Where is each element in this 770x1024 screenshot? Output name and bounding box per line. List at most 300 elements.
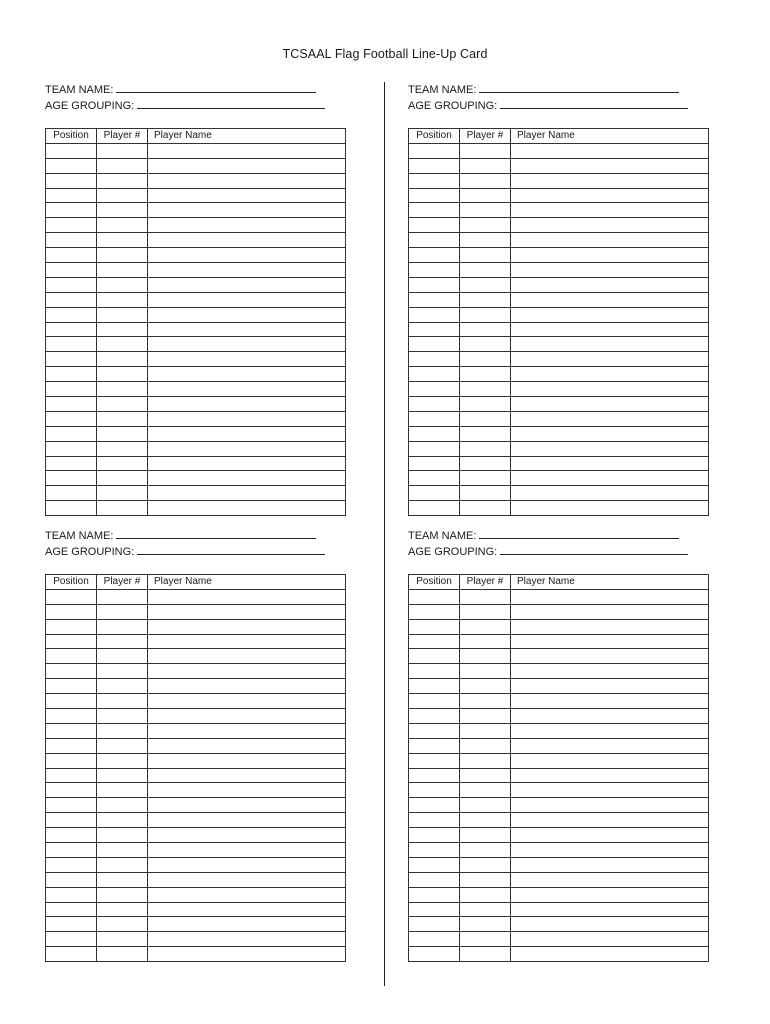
player-name-cell[interactable] [511, 382, 709, 397]
position-cell[interactable] [409, 828, 460, 843]
position-cell[interactable] [409, 158, 460, 173]
team-name-field[interactable] [479, 82, 679, 93]
player-name-cell[interactable] [511, 902, 709, 917]
player-number-cell[interactable] [97, 709, 148, 724]
player-number-cell[interactable] [460, 604, 511, 619]
position-cell[interactable] [409, 902, 460, 917]
player-number-cell[interactable] [460, 263, 511, 278]
player-number-cell[interactable] [460, 188, 511, 203]
player-number-cell[interactable] [97, 382, 148, 397]
position-cell[interactable] [409, 382, 460, 397]
position-cell[interactable] [46, 723, 97, 738]
player-number-cell[interactable] [97, 947, 148, 962]
position-cell[interactable] [46, 501, 97, 516]
player-name-cell[interactable] [148, 426, 346, 441]
player-number-cell[interactable] [460, 307, 511, 322]
position-cell[interactable] [46, 872, 97, 887]
player-name-cell[interactable] [148, 203, 346, 218]
player-number-cell[interactable] [460, 248, 511, 263]
position-cell[interactable] [46, 411, 97, 426]
player-number-cell[interactable] [460, 813, 511, 828]
player-number-cell[interactable] [460, 723, 511, 738]
position-cell[interactable] [46, 322, 97, 337]
position-cell[interactable] [46, 828, 97, 843]
player-number-cell[interactable] [460, 664, 511, 679]
age-grouping-field[interactable] [137, 544, 325, 555]
position-cell[interactable] [46, 679, 97, 694]
player-name-cell[interactable] [148, 798, 346, 813]
player-name-cell[interactable] [148, 664, 346, 679]
player-number-cell[interactable] [460, 828, 511, 843]
player-name-cell[interactable] [511, 456, 709, 471]
player-number-cell[interactable] [460, 694, 511, 709]
player-number-cell[interactable] [97, 753, 148, 768]
player-number-cell[interactable] [97, 768, 148, 783]
position-cell[interactable] [409, 619, 460, 634]
player-name-cell[interactable] [148, 411, 346, 426]
position-cell[interactable] [46, 203, 97, 218]
player-name-cell[interactable] [148, 292, 346, 307]
player-number-cell[interactable] [460, 753, 511, 768]
position-cell[interactable] [46, 649, 97, 664]
player-number-cell[interactable] [97, 664, 148, 679]
position-cell[interactable] [409, 932, 460, 947]
position-cell[interactable] [46, 709, 97, 724]
position-cell[interactable] [46, 173, 97, 188]
player-name-cell[interactable] [511, 292, 709, 307]
player-name-cell[interactable] [511, 768, 709, 783]
player-name-cell[interactable] [148, 753, 346, 768]
player-name-cell[interactable] [148, 501, 346, 516]
position-cell[interactable] [46, 694, 97, 709]
player-number-cell[interactable] [460, 902, 511, 917]
player-number-cell[interactable] [460, 649, 511, 664]
player-name-cell[interactable] [511, 307, 709, 322]
player-name-cell[interactable] [148, 843, 346, 858]
player-name-cell[interactable] [511, 248, 709, 263]
position-cell[interactable] [409, 337, 460, 352]
player-number-cell[interactable] [97, 456, 148, 471]
player-name-cell[interactable] [148, 902, 346, 917]
player-number-cell[interactable] [97, 277, 148, 292]
position-cell[interactable] [409, 798, 460, 813]
player-number-cell[interactable] [97, 188, 148, 203]
player-number-cell[interactable] [460, 679, 511, 694]
position-cell[interactable] [46, 902, 97, 917]
player-name-cell[interactable] [148, 486, 346, 501]
position-cell[interactable] [409, 352, 460, 367]
player-number-cell[interactable] [460, 277, 511, 292]
player-number-cell[interactable] [97, 263, 148, 278]
position-cell[interactable] [409, 664, 460, 679]
player-number-cell[interactable] [460, 501, 511, 516]
player-name-cell[interactable] [511, 173, 709, 188]
position-cell[interactable] [46, 188, 97, 203]
player-name-cell[interactable] [511, 501, 709, 516]
player-name-cell[interactable] [511, 634, 709, 649]
player-name-cell[interactable] [148, 738, 346, 753]
player-number-cell[interactable] [97, 679, 148, 694]
position-cell[interactable] [46, 932, 97, 947]
player-name-cell[interactable] [511, 619, 709, 634]
player-name-cell[interactable] [148, 947, 346, 962]
position-cell[interactable] [409, 277, 460, 292]
player-number-cell[interactable] [97, 872, 148, 887]
player-name-cell[interactable] [511, 947, 709, 962]
position-cell[interactable] [409, 501, 460, 516]
player-name-cell[interactable] [148, 679, 346, 694]
position-cell[interactable] [46, 947, 97, 962]
player-number-cell[interactable] [97, 218, 148, 233]
player-number-cell[interactable] [460, 337, 511, 352]
player-number-cell[interactable] [460, 932, 511, 947]
player-name-cell[interactable] [511, 218, 709, 233]
player-number-cell[interactable] [97, 589, 148, 604]
position-cell[interactable] [409, 768, 460, 783]
position-cell[interactable] [46, 277, 97, 292]
player-number-cell[interactable] [460, 233, 511, 248]
position-cell[interactable] [46, 426, 97, 441]
position-cell[interactable] [46, 233, 97, 248]
position-cell[interactable] [409, 248, 460, 263]
position-cell[interactable] [46, 218, 97, 233]
player-name-cell[interactable] [511, 589, 709, 604]
position-cell[interactable] [46, 664, 97, 679]
player-number-cell[interactable] [460, 322, 511, 337]
player-number-cell[interactable] [97, 426, 148, 441]
player-number-cell[interactable] [97, 411, 148, 426]
player-number-cell[interactable] [460, 218, 511, 233]
player-number-cell[interactable] [97, 173, 148, 188]
position-cell[interactable] [46, 456, 97, 471]
player-name-cell[interactable] [148, 382, 346, 397]
position-cell[interactable] [409, 813, 460, 828]
position-cell[interactable] [409, 411, 460, 426]
player-number-cell[interactable] [97, 143, 148, 158]
player-name-cell[interactable] [511, 441, 709, 456]
player-name-cell[interactable] [511, 263, 709, 278]
position-cell[interactable] [409, 872, 460, 887]
player-name-cell[interactable] [148, 649, 346, 664]
position-cell[interactable] [46, 813, 97, 828]
player-number-cell[interactable] [97, 233, 148, 248]
position-cell[interactable] [46, 292, 97, 307]
player-number-cell[interactable] [97, 887, 148, 902]
player-number-cell[interactable] [97, 441, 148, 456]
player-number-cell[interactable] [460, 411, 511, 426]
player-name-cell[interactable] [148, 322, 346, 337]
player-name-cell[interactable] [148, 143, 346, 158]
position-cell[interactable] [409, 292, 460, 307]
player-number-cell[interactable] [460, 783, 511, 798]
player-name-cell[interactable] [511, 649, 709, 664]
player-number-cell[interactable] [97, 203, 148, 218]
player-name-cell[interactable] [148, 158, 346, 173]
player-name-cell[interactable] [511, 738, 709, 753]
player-name-cell[interactable] [148, 367, 346, 382]
player-number-cell[interactable] [460, 158, 511, 173]
player-number-cell[interactable] [97, 619, 148, 634]
player-name-cell[interactable] [511, 917, 709, 932]
position-cell[interactable] [409, 307, 460, 322]
position-cell[interactable] [46, 367, 97, 382]
position-cell[interactable] [46, 441, 97, 456]
player-number-cell[interactable] [460, 843, 511, 858]
position-cell[interactable] [409, 486, 460, 501]
position-cell[interactable] [409, 589, 460, 604]
player-name-cell[interactable] [148, 768, 346, 783]
player-number-cell[interactable] [460, 382, 511, 397]
player-name-cell[interactable] [511, 277, 709, 292]
player-name-cell[interactable] [148, 397, 346, 412]
player-number-cell[interactable] [97, 902, 148, 917]
player-name-cell[interactable] [148, 441, 346, 456]
player-name-cell[interactable] [148, 813, 346, 828]
player-number-cell[interactable] [97, 352, 148, 367]
player-name-cell[interactable] [148, 337, 346, 352]
team-name-field[interactable] [116, 82, 316, 93]
position-cell[interactable] [409, 426, 460, 441]
player-name-cell[interactable] [148, 456, 346, 471]
player-name-cell[interactable] [511, 397, 709, 412]
age-grouping-field[interactable] [500, 98, 688, 109]
player-name-cell[interactable] [511, 203, 709, 218]
player-number-cell[interactable] [460, 872, 511, 887]
player-number-cell[interactable] [97, 486, 148, 501]
player-number-cell[interactable] [460, 352, 511, 367]
player-number-cell[interactable] [460, 292, 511, 307]
position-cell[interactable] [46, 887, 97, 902]
team-name-field[interactable] [116, 528, 316, 539]
position-cell[interactable] [46, 843, 97, 858]
player-name-cell[interactable] [511, 872, 709, 887]
player-number-cell[interactable] [97, 723, 148, 738]
player-number-cell[interactable] [97, 828, 148, 843]
position-cell[interactable] [409, 723, 460, 738]
position-cell[interactable] [409, 233, 460, 248]
player-number-cell[interactable] [97, 604, 148, 619]
player-name-cell[interactable] [148, 857, 346, 872]
player-name-cell[interactable] [511, 188, 709, 203]
player-number-cell[interactable] [97, 367, 148, 382]
position-cell[interactable] [409, 738, 460, 753]
player-name-cell[interactable] [148, 173, 346, 188]
position-cell[interactable] [409, 947, 460, 962]
player-number-cell[interactable] [97, 292, 148, 307]
age-grouping-field[interactable] [137, 98, 325, 109]
player-name-cell[interactable] [511, 367, 709, 382]
position-cell[interactable] [409, 203, 460, 218]
player-name-cell[interactable] [511, 337, 709, 352]
player-number-cell[interactable] [460, 203, 511, 218]
position-cell[interactable] [409, 322, 460, 337]
position-cell[interactable] [46, 397, 97, 412]
player-name-cell[interactable] [148, 589, 346, 604]
player-number-cell[interactable] [97, 932, 148, 947]
player-number-cell[interactable] [97, 843, 148, 858]
player-number-cell[interactable] [460, 426, 511, 441]
player-name-cell[interactable] [511, 664, 709, 679]
player-number-cell[interactable] [97, 694, 148, 709]
position-cell[interactable] [409, 456, 460, 471]
position-cell[interactable] [46, 634, 97, 649]
player-number-cell[interactable] [460, 887, 511, 902]
position-cell[interactable] [409, 753, 460, 768]
player-name-cell[interactable] [511, 471, 709, 486]
player-name-cell[interactable] [148, 471, 346, 486]
position-cell[interactable] [409, 188, 460, 203]
player-number-cell[interactable] [460, 397, 511, 412]
position-cell[interactable] [409, 783, 460, 798]
player-number-cell[interactable] [460, 947, 511, 962]
position-cell[interactable] [409, 218, 460, 233]
player-number-cell[interactable] [97, 813, 148, 828]
player-number-cell[interactable] [460, 471, 511, 486]
age-grouping-field[interactable] [500, 544, 688, 555]
player-name-cell[interactable] [511, 798, 709, 813]
player-number-cell[interactable] [97, 857, 148, 872]
player-name-cell[interactable] [511, 426, 709, 441]
position-cell[interactable] [46, 857, 97, 872]
position-cell[interactable] [409, 441, 460, 456]
player-number-cell[interactable] [460, 173, 511, 188]
player-name-cell[interactable] [148, 634, 346, 649]
position-cell[interactable] [46, 337, 97, 352]
position-cell[interactable] [409, 857, 460, 872]
position-cell[interactable] [409, 143, 460, 158]
player-number-cell[interactable] [97, 649, 148, 664]
player-number-cell[interactable] [460, 768, 511, 783]
position-cell[interactable] [46, 738, 97, 753]
player-name-cell[interactable] [148, 352, 346, 367]
player-name-cell[interactable] [148, 604, 346, 619]
player-name-cell[interactable] [148, 783, 346, 798]
player-number-cell[interactable] [97, 307, 148, 322]
position-cell[interactable] [46, 589, 97, 604]
player-name-cell[interactable] [148, 828, 346, 843]
player-number-cell[interactable] [97, 917, 148, 932]
player-name-cell[interactable] [148, 233, 346, 248]
player-name-cell[interactable] [148, 887, 346, 902]
position-cell[interactable] [409, 649, 460, 664]
player-name-cell[interactable] [511, 143, 709, 158]
player-number-cell[interactable] [460, 486, 511, 501]
team-name-field[interactable] [479, 528, 679, 539]
player-number-cell[interactable] [460, 917, 511, 932]
player-name-cell[interactable] [511, 753, 709, 768]
position-cell[interactable] [409, 367, 460, 382]
position-cell[interactable] [46, 471, 97, 486]
position-cell[interactable] [409, 679, 460, 694]
player-name-cell[interactable] [148, 248, 346, 263]
player-number-cell[interactable] [97, 634, 148, 649]
player-number-cell[interactable] [97, 397, 148, 412]
player-number-cell[interactable] [460, 857, 511, 872]
position-cell[interactable] [46, 753, 97, 768]
player-name-cell[interactable] [511, 322, 709, 337]
player-name-cell[interactable] [148, 218, 346, 233]
player-name-cell[interactable] [148, 619, 346, 634]
player-number-cell[interactable] [460, 589, 511, 604]
position-cell[interactable] [46, 158, 97, 173]
player-name-cell[interactable] [511, 857, 709, 872]
player-name-cell[interactable] [511, 783, 709, 798]
player-number-cell[interactable] [460, 456, 511, 471]
player-number-cell[interactable] [97, 248, 148, 263]
player-name-cell[interactable] [511, 679, 709, 694]
position-cell[interactable] [46, 917, 97, 932]
position-cell[interactable] [46, 248, 97, 263]
player-name-cell[interactable] [148, 709, 346, 724]
player-name-cell[interactable] [511, 813, 709, 828]
player-name-cell[interactable] [511, 352, 709, 367]
player-number-cell[interactable] [97, 798, 148, 813]
player-name-cell[interactable] [511, 233, 709, 248]
player-number-cell[interactable] [97, 322, 148, 337]
player-number-cell[interactable] [97, 783, 148, 798]
position-cell[interactable] [409, 843, 460, 858]
position-cell[interactable] [409, 263, 460, 278]
player-number-cell[interactable] [97, 501, 148, 516]
player-number-cell[interactable] [460, 143, 511, 158]
position-cell[interactable] [409, 887, 460, 902]
player-name-cell[interactable] [148, 694, 346, 709]
player-number-cell[interactable] [460, 798, 511, 813]
position-cell[interactable] [46, 768, 97, 783]
player-number-cell[interactable] [97, 337, 148, 352]
position-cell[interactable] [46, 263, 97, 278]
position-cell[interactable] [46, 307, 97, 322]
player-number-cell[interactable] [460, 441, 511, 456]
position-cell[interactable] [409, 604, 460, 619]
player-name-cell[interactable] [511, 723, 709, 738]
position-cell[interactable] [46, 143, 97, 158]
player-number-cell[interactable] [460, 619, 511, 634]
player-number-cell[interactable] [97, 158, 148, 173]
position-cell[interactable] [46, 352, 97, 367]
player-name-cell[interactable] [511, 709, 709, 724]
player-name-cell[interactable] [511, 887, 709, 902]
player-name-cell[interactable] [148, 307, 346, 322]
player-name-cell[interactable] [148, 277, 346, 292]
player-name-cell[interactable] [148, 723, 346, 738]
position-cell[interactable] [46, 798, 97, 813]
player-number-cell[interactable] [460, 709, 511, 724]
position-cell[interactable] [409, 397, 460, 412]
position-cell[interactable] [409, 709, 460, 724]
player-name-cell[interactable] [511, 604, 709, 619]
player-number-cell[interactable] [97, 471, 148, 486]
player-name-cell[interactable] [148, 932, 346, 947]
player-number-cell[interactable] [460, 367, 511, 382]
player-name-cell[interactable] [148, 917, 346, 932]
player-name-cell[interactable] [511, 932, 709, 947]
position-cell[interactable] [409, 917, 460, 932]
player-name-cell[interactable] [511, 158, 709, 173]
position-cell[interactable] [409, 173, 460, 188]
player-name-cell[interactable] [148, 188, 346, 203]
position-cell[interactable] [46, 619, 97, 634]
position-cell[interactable] [46, 604, 97, 619]
player-number-cell[interactable] [460, 634, 511, 649]
position-cell[interactable] [409, 694, 460, 709]
player-name-cell[interactable] [511, 843, 709, 858]
position-cell[interactable] [409, 471, 460, 486]
player-name-cell[interactable] [511, 828, 709, 843]
player-number-cell[interactable] [97, 738, 148, 753]
player-name-cell[interactable] [511, 694, 709, 709]
position-cell[interactable] [409, 634, 460, 649]
